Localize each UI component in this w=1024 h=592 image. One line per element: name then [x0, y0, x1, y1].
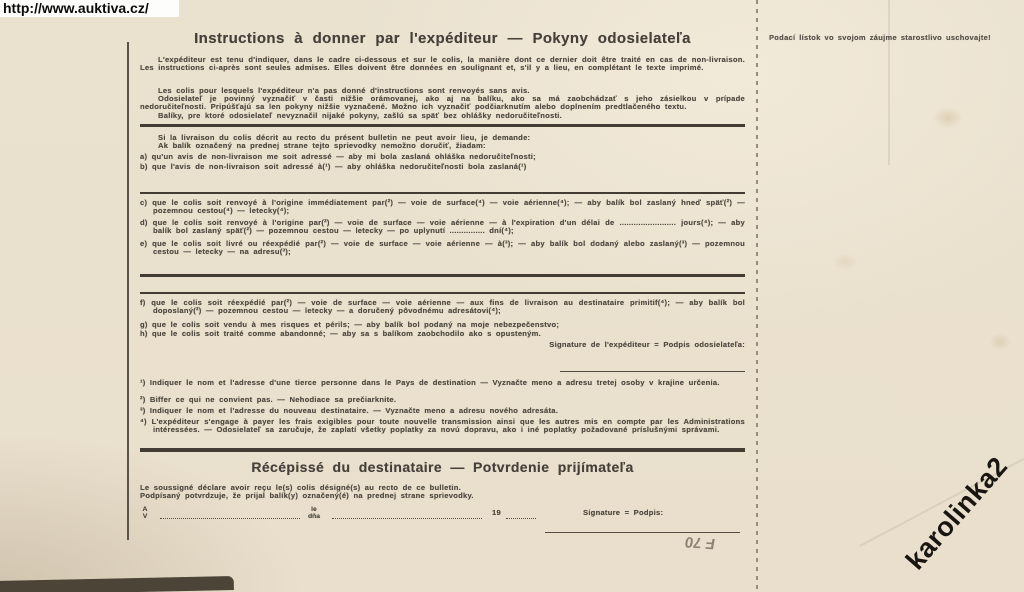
divider-thick-middle	[140, 274, 745, 277]
option-c: c) que le colis soit renvoyé à l'origine immédiatement par(²) — voie de surface(⁴) — voie aérienne(⁴); — aby balík bol zaslaný hneď späť(²) — pozemnou cestou(⁴) — letecky(⁴);	[140, 198, 745, 216]
place-entry-line	[160, 517, 300, 519]
handwritten-pencil-mark: F 70	[683, 533, 717, 552]
date-label-sk: dňa	[307, 513, 321, 521]
section-title-instructions: Instructions à donner par l'expéditeur — Pokyny odosielateľa	[194, 30, 691, 47]
request-intro-sk: Ak balík označený na prednej strane tejto sprievodky nemožno doručiť, žiadam:	[158, 141, 486, 150]
option-a: a) qu'un avis de non-livraison me soit adressé — aby mi bola zaslaná ohláška nedoručiteľnosti;	[140, 152, 536, 161]
year-entry-line	[506, 517, 536, 519]
option-d: d) que le colis soit renvoyé à l'origine par(²) — voie de surface — voie aérienne — à l'expiration d'un délai de ........................ jours(⁴); — aby balík bol zaslaný späť(²) — pozemnou cestou — letecky — po uplynutí ............... dní(⁴);	[140, 218, 745, 236]
stub-keep-notice: Podací lístok vo svojom záujme starostlivo uschovajte!	[769, 33, 991, 42]
receipt-declaration-sk: Podpísaný potvrdzuje, že prijal balík(y) označený(é) na prednej strane sprievodky.	[140, 491, 474, 500]
year-prefix: 19	[492, 508, 501, 517]
paragraph-no-instructions-fr: Les colis pour lesquels l'expéditeur n'a pas donné d'instructions sont renvoyés sans avis.	[158, 86, 530, 95]
footnote-1: ¹) Indiquer le nom et l'adresse d'une tierce personne dans le Pays de destination — Vyznačte meno a adresu tretej osoby v krajine určenia.	[140, 378, 720, 387]
sender-signature-line	[560, 370, 745, 372]
paper-crease-vertical	[888, 0, 890, 165]
option-e: e) que le colis soit livré ou réexpédié par(²) — voie de surface — voie aérienne — à(³); — aby balík bol dodaný alebo zaslaný(³) — pozemnou cestou — letecky — na adresu(³);	[140, 239, 745, 257]
sender-signature-label: Signature de l'expéditeur = Podpis odosielateľa:	[549, 340, 745, 349]
date-entry-line	[332, 517, 482, 519]
divider-thin-middle	[140, 292, 745, 294]
instructions-section	[140, 0, 745, 592]
form-left-border	[127, 42, 129, 540]
divider-thick-top	[140, 124, 745, 127]
watermark-url: http://www.auktiva.cz/	[0, 0, 179, 17]
divider-options-cde	[140, 192, 745, 194]
scan-edge-shadow	[0, 576, 234, 592]
divider-thick-bottom	[140, 448, 745, 452]
perforation-line	[756, 0, 758, 592]
paragraph-sender-duty-sk: Odosielateľ je povinný vyznačiť v časti nižšie orámovanej, ako aj na balíku, ako sa má zaobchádzať s jeho zásielkou v prípade nedoručiteľnosti. Pripúšťajú sa len pokyny nižšie vyznačené. Možno ich vyznačiť podčiarknutím alebo doplnením predtlačeného textu.	[140, 94, 745, 112]
watermark-seller-name: karolinka2	[899, 451, 1014, 576]
place-label-fr: A	[142, 506, 148, 513]
option-b: b) que l'avis de non-livraison soit adressé à(¹) — aby ohláška nedoručiteľnosti bola zaslaná(¹)	[140, 162, 527, 171]
date-label-fr: le	[311, 506, 317, 513]
section-title-receipt: Récépissé du destinataire — Potvrdenie prijímateľa	[251, 459, 634, 475]
footnote-4: ⁴) L'expéditeur s'engage à payer les frais exigibles pour toute nouvelle transmission ainsi que les autres mis en compte par les Administrations intéressées. — Odosielateľ sa zaručuje, že zaplatí všetky poplatky za novú dopravu, ako i iné poplatky požadované príslušnými správami.	[140, 417, 745, 435]
option-h: h) que le colis soit traité comme abandonné; — aby sa s balíkom zaobchodilo ako s opusteným.	[140, 329, 542, 338]
option-f: f) que le colis soit réexpédié par(²) — voie de surface — voie aérienne — aux fins de livraison au destinataire primitif(⁴); — aby balík bol doposlaný(²) — pozemnou cestou — letecky — a doručený pôvodnému adresátovi(⁴);	[140, 298, 745, 316]
receipt-declaration-fr: Le soussigné déclare avoir reçu le(s) colis désigné(s) au recto de ce bulletin.	[140, 483, 462, 492]
footnote-2: ²) Biffer ce qui ne convient pas. — Nehodiace sa prečiarknite.	[140, 395, 397, 404]
receipt-signature-line	[545, 531, 740, 533]
date-labels	[303, 506, 325, 521]
footnote-3: ³) Indiquer le nom et l'adresse du nouveau destinataire. — Vyznačte meno a adresu nového adresáta.	[140, 406, 559, 415]
option-g: g) que le colis soit vendu à mes risques et périls; — aby balík bol podaný na moje nebezpečenstvo;	[140, 320, 560, 329]
paragraph-no-instructions-sk: Balíky, pre ktoré odosielateľ nevyznačil nijaké pokyny, zašlú sa späť bez ohlášky nedoručiteľnosti.	[158, 111, 563, 120]
receipt-signature-label: Signature = Podpis:	[583, 508, 664, 517]
paragraph-sender-duty-fr: L'expéditeur est tenu d'indiquer, dans le cadre ci-dessous et sur le colis, la manière dont ce dernier doit être traité en cas de non-livraison. Les instructions ci-après sont seules admises. Elles doivent être données en soulignant et, s'il y a lieu, en complétant le texte imprimé.	[140, 55, 745, 73]
place-labels	[140, 506, 150, 521]
place-label-sk: V	[142, 513, 148, 521]
request-intro-fr: Si la livraison du colis décrit au recto du présent bulletin ne peut avoir lieu, je demande:	[158, 133, 531, 142]
